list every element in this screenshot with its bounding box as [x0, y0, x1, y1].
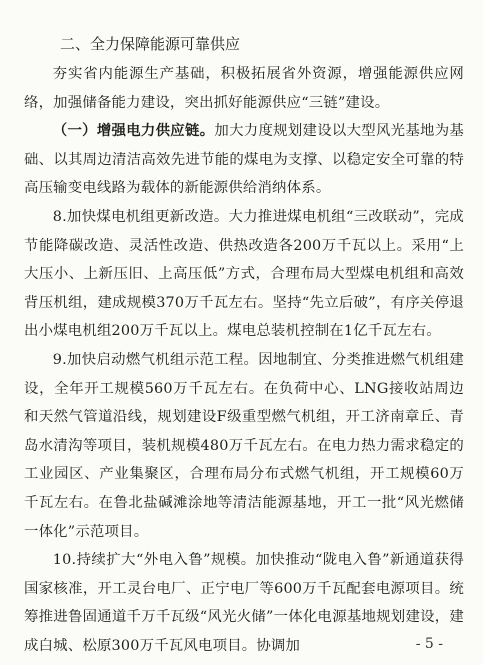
paragraph-lead: 8.加快煤电机组更新改造。: [52, 208, 229, 225]
intro-paragraph: 夯实省内能源生产基础，积极拓展省外资源，增强能源供应网络，加强储备能力建设，突出抓好能源供应“三链”建设。: [24, 66, 464, 111]
paragraph-text: 大力推进煤电机组“三改联动”，完成节能降碳改造、灵活性改造、供热改造各200万千瓦以上。采用“上大压小、上新压旧、上高压低”方式，合理布局大型煤电机组和高效背压机组，建成规模370万千瓦左右。坚持“先立后破”，有序关停退出小煤电机组200万千瓦以上。煤电总装机控制在1亿千瓦左右。: [24, 208, 464, 340]
document-body: [24, 60, 464, 660]
paragraph-gas-power: [24, 346, 464, 546]
paragraph-lead: 9.加快启动燃气机组示范工程。: [52, 351, 259, 368]
paragraph-text: 因地制宜、分类推进燃气机组建设，全年开工规模560万千瓦左右。在负荷中心、LNG接收站周边和天然气管道沿线，规划建设F级重型燃气机组，开工济南章丘、青岛水清沟等项目，装机规模480万千瓦左右。在电力热力需求稳定的工业园区、产业集聚区，合理布局分布式燃气机组，开工规模60万千瓦左右。在鲁北盐碱滩涂地等清洁能源基地，开工一批“风光燃储一体化”示范项目。: [24, 351, 464, 540]
page-number: - 5 -: [415, 636, 443, 652]
paragraph-lead: （一）增强电力供应链。: [52, 123, 215, 140]
paragraph-power-supply: [24, 117, 464, 203]
paragraph-external-power: [24, 546, 464, 660]
paragraph-coal-power: [24, 203, 464, 346]
paragraph-lead: 10.持续扩大“外电入鲁”规模。: [52, 552, 256, 569]
section-title: 二、全力保障能源可靠供应: [60, 35, 241, 53]
paragraph-text: 加大力度规划建设以大型风光基地为基础、以其周边清洁高效先进节能的煤电为支撑、以稳定安全可靠的特高压输变电线路为载体的新能源供给消纳体系。: [24, 123, 465, 197]
paragraph-text: 加快推动“陇电入鲁”新通道获得国家核准，开工灵台电厂、正宁电厂等600万千瓦配套电源项目。统筹推进鲁固通道千万千瓦级“风光火储”一体化电源基地规划建设，建成白城、松原300万千瓦风电项目。协调加: [24, 552, 464, 654]
